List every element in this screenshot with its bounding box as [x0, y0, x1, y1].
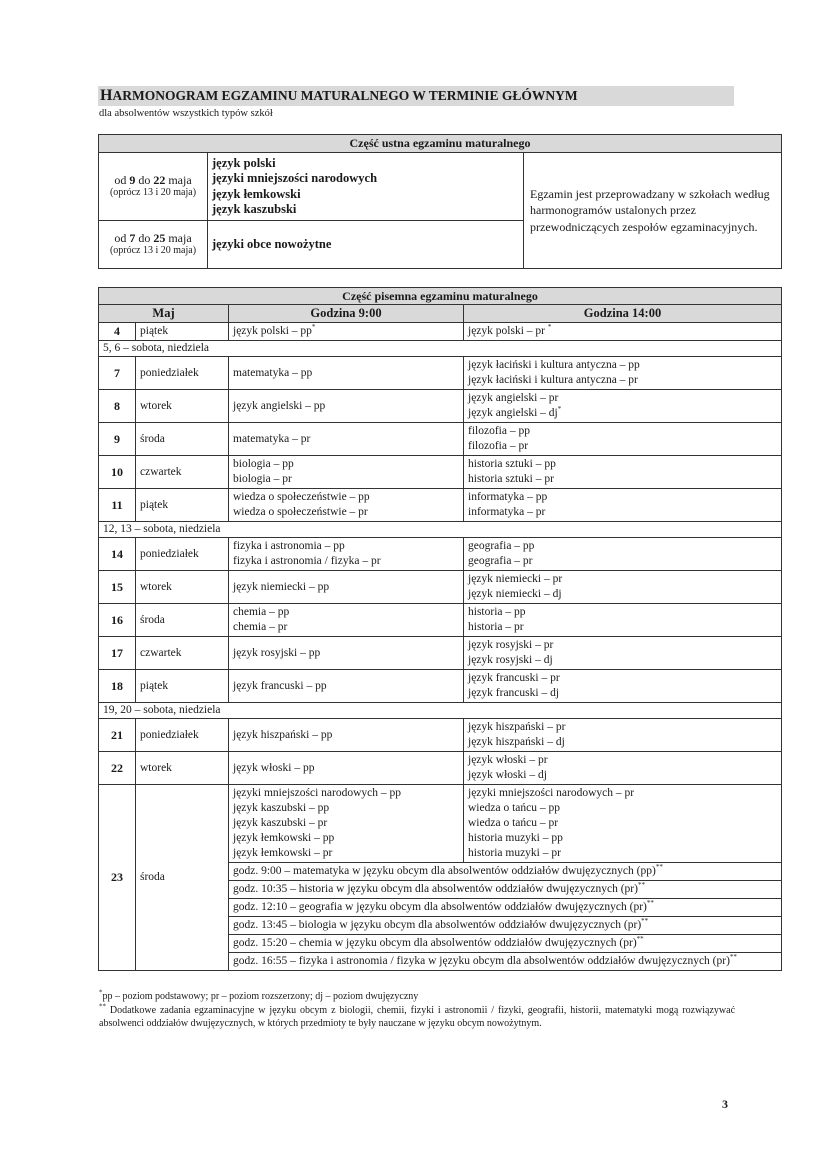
exam-pm: historia – pp historia – pr — [464, 604, 782, 637]
exam-am: matematyka – pp — [229, 357, 464, 390]
exam-pm: historia sztuki – pp historia sztuki – pr — [464, 456, 782, 489]
oral-exam-table — [98, 134, 782, 269]
day-number: 4 — [99, 323, 136, 341]
bilingual-row: godz. 9:00 – matematyka w języku obcym dla absolwentów oddziałów dwujęzycznych (pp)** — [99, 863, 782, 881]
table-row — [99, 538, 782, 571]
bilingual-row: godz. 15:20 – chemia w języku obcym dla absolwentów oddziałów dwujęzycznych (pr)** — [99, 935, 782, 953]
exam-am: wiedza o społeczeństwie – pp wiedza o społeczeństwie – pr — [229, 489, 464, 522]
exam-pm: języki mniejszości narodowych – pr wiedza o tańcu – pp wiedza o tańcu – pr historia muzyki – pp historia muzyki – pr — [464, 785, 782, 863]
table-row — [99, 752, 782, 785]
day-number: 8 — [99, 390, 136, 423]
bilingual-row: godz. 12:10 – geografia w języku obcym dla absolwentów oddziałów dwujęzycznych (pr)** — [99, 899, 782, 917]
oral-date-2: od 7 do 25 maja (oprócz 13 i 20 maja) — [99, 221, 208, 269]
exam-pm: język angielski – pr język angielski – dj* — [464, 390, 782, 423]
table-row — [99, 323, 782, 341]
weekend-row: 12, 13 – sobota, niedziela — [99, 522, 782, 538]
exam-am: język niemiecki – pp — [229, 571, 464, 604]
day-name: wtorek — [136, 390, 229, 423]
exam-am: język angielski – pp — [229, 390, 464, 423]
table-row — [99, 637, 782, 670]
exam-am: język hiszpański – pp — [229, 719, 464, 752]
col-month: Maj — [99, 305, 229, 323]
bilingual-row: godz. 13:45 – biologia w języku obcym dla absolwentów oddziałów dwujęzycznych (pr)** — [99, 917, 782, 935]
oral-note: Egzamin jest przeprowadzany w szkołach według harmonogramów ustalonych przez przewodniczących zespołów egzaminacyjnych. — [524, 153, 782, 269]
oral-header: Część ustna egzaminu maturalnego — [99, 135, 782, 153]
day-number: 21 — [99, 719, 136, 752]
table-row — [99, 670, 782, 703]
day-name: wtorek — [136, 571, 229, 604]
oral-date-1: od 9 do 22 maja (oprócz 13 i 20 maja) — [99, 153, 208, 221]
table-row — [99, 785, 782, 863]
table-row — [99, 357, 782, 390]
exam-am: języki mniejszości narodowych – pp język kaszubski – pp język kaszubski – pr język łemkowski – pp język łemkowski – pr — [229, 785, 464, 863]
exam-am: chemia – pp chemia – pr — [229, 604, 464, 637]
day-number: 14 — [99, 538, 136, 571]
written-header: Część pisemna egzaminu maturalnego — [99, 288, 782, 305]
exam-am: fizyka i astronomia – pp fizyka i astronomia / fizyka – pr — [229, 538, 464, 571]
exam-am: język rosyjski – pp — [229, 637, 464, 670]
exam-pm: język niemiecki – pr język niemiecki – dj — [464, 571, 782, 604]
exam-am: biologia – pp biologia – pr — [229, 456, 464, 489]
weekend-row: 19, 20 – sobota, niedziela — [99, 703, 782, 719]
day-number: 17 — [99, 637, 136, 670]
day-name: poniedziałek — [136, 538, 229, 571]
page-title: HARMONOGRAM EGZAMINU MATURALNEGO W TERMINIE GŁÓWNYM — [98, 86, 734, 106]
day-number: 11 — [99, 489, 136, 522]
day-number: 16 — [99, 604, 136, 637]
day-number: 9 — [99, 423, 136, 456]
day-name: poniedziałek — [136, 357, 229, 390]
day-name: piątek — [136, 323, 229, 341]
col-14: Godzina 14:00 — [464, 305, 782, 323]
written-exam-table — [98, 287, 782, 971]
table-row — [99, 456, 782, 489]
col-9: Godzina 9:00 — [229, 305, 464, 323]
day-name: czwartek — [136, 637, 229, 670]
oral-subjects-2: języki obce nowożytne — [208, 221, 524, 269]
bilingual-row: godz. 10:35 – historia w języku obcym dla absolwentów oddziałów dwujęzycznych (pr)** — [99, 881, 782, 899]
exam-pm: język łaciński i kultura antyczna – pp język łaciński i kultura antyczna – pr — [464, 357, 782, 390]
exam-am: język francuski – pp — [229, 670, 464, 703]
day-name: czwartek — [136, 456, 229, 489]
bilingual-row: godz. 16:55 – fizyka i astronomia / fizyka w języku obcym dla absolwentów oddziałów dwujęzycznych (pr)** — [99, 953, 782, 971]
exam-pm: filozofia – pp filozofia – pr — [464, 423, 782, 456]
page-subtitle: dla absolwentów wszystkich typów szkół — [99, 108, 273, 119]
exam-pm: język rosyjski – pr język rosyjski – dj — [464, 637, 782, 670]
exam-pm: język włoski – pr język włoski – dj — [464, 752, 782, 785]
exam-am: język włoski – pp — [229, 752, 464, 785]
day-number: 15 — [99, 571, 136, 604]
footnote-bilingual: ** Dodatkowe zadania egzaminacyjne w języku obcym z biologii, chemii, fizyki i astronomii / fizyki, geografii, historii, matematyki mogą rozwiązywać absolwenci oddziałów dwujęzycznych, w których przedmioty te były nauczane w języku obcym nowożytnym. — [99, 1002, 736, 1029]
table-row — [99, 489, 782, 522]
exam-pm: język polski – pr * — [464, 323, 782, 341]
day-name: piątek — [136, 489, 229, 522]
exam-am: język polski – pp* — [229, 323, 464, 341]
day-name: środa — [136, 785, 229, 971]
day-name: poniedziałek — [136, 719, 229, 752]
table-row — [99, 719, 782, 752]
exam-pm: język francuski – pr język francuski – dj — [464, 670, 782, 703]
table-row — [99, 571, 782, 604]
day-number: 22 — [99, 752, 136, 785]
table-row — [99, 390, 782, 423]
table-row — [99, 423, 782, 456]
day-number: 10 — [99, 456, 136, 489]
day-number: 23 — [99, 785, 136, 971]
day-name: środa — [136, 604, 229, 637]
exam-pm: geografia – pp geografia – pr — [464, 538, 782, 571]
footnote-levels: *pp – poziom podstawowy; pr – poziom rozszerzony; dj – poziom dwujęzyczny — [99, 988, 419, 1002]
oral-subjects-1: język polski języki mniejszości narodowych język łemkowski język kaszubski — [208, 153, 524, 221]
day-name: wtorek — [136, 752, 229, 785]
exam-am: matematyka – pr — [229, 423, 464, 456]
day-number: 18 — [99, 670, 136, 703]
exam-pm: informatyka – pp informatyka – pr — [464, 489, 782, 522]
day-name: środa — [136, 423, 229, 456]
footnotes — [99, 990, 735, 1031]
day-number: 7 — [99, 357, 136, 390]
table-row — [99, 604, 782, 637]
exam-pm: język hiszpański – pr język hiszpański – dj — [464, 719, 782, 752]
day-name: piątek — [136, 670, 229, 703]
page-number: 3 — [722, 1097, 728, 1111]
weekend-row: 5, 6 – sobota, niedziela — [99, 341, 782, 357]
